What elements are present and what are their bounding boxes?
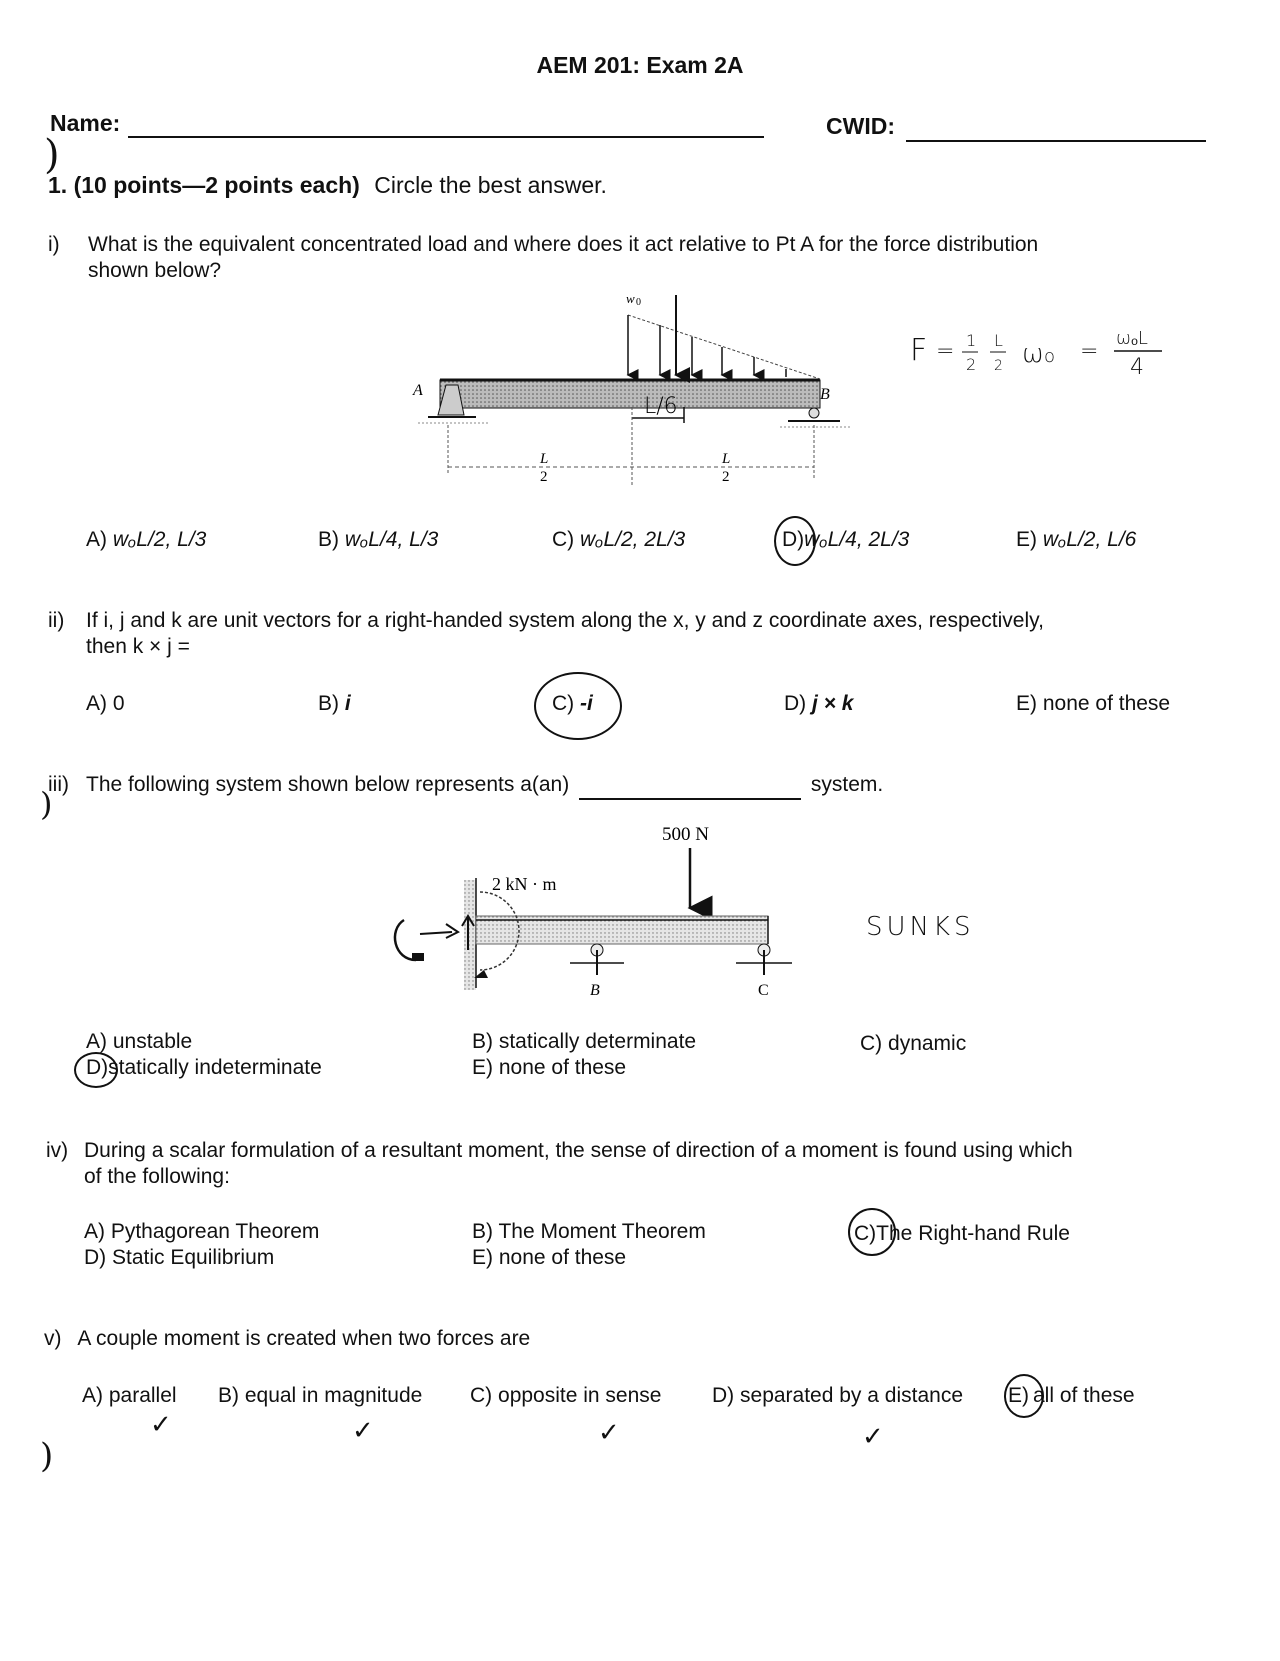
- svg-text:2: 2: [966, 355, 977, 374]
- margin-mark: ): [40, 785, 53, 823]
- question-iv: [46, 1138, 1266, 1190]
- cwid-input-line[interactable]: [906, 140, 1206, 142]
- question-text-after-blank: system.: [810, 773, 884, 796]
- question-text-line1: A couple moment is created when two forces are: [77, 1327, 531, 1350]
- option-ii-a[interactable]: A) 0: [86, 692, 125, 715]
- name-label: Name:: [50, 110, 121, 136]
- svg-text:L: L: [994, 331, 1003, 350]
- svg-text:500 N: 500 N: [662, 824, 709, 845]
- answer-blank[interactable]: [579, 772, 801, 800]
- question-text-line1: If i, j and k are unit vectors for a right-handed system along the x, y and z coordinate axes, respectively,: [86, 609, 1044, 632]
- question-number: ii): [48, 609, 65, 632]
- svg-text:1: 1: [966, 331, 977, 350]
- option-iv-d[interactable]: D) Static Equilibrium: [84, 1246, 275, 1269]
- question-text-line1: What is the equivalent concentrated load and where does it act relative to Pt A for the force distribution: [88, 233, 1039, 256]
- section-heading: [48, 172, 607, 199]
- option-i-b[interactable]: B) wₒL/4, L/3: [318, 528, 439, 551]
- svg-text:ωₒL: ωₒL: [1116, 328, 1148, 349]
- handwritten-note: SUNKS: [866, 912, 975, 942]
- question-v: [44, 1326, 530, 1352]
- margin-mark: ): [40, 1436, 54, 1476]
- option-v-d[interactable]: D) separated by a distance: [712, 1384, 963, 1407]
- svg-text:F: F: [910, 333, 928, 368]
- svg-text:o: o: [1044, 346, 1056, 367]
- svg-text:0: 0: [636, 297, 641, 308]
- answer-circle-iii: [74, 1052, 118, 1088]
- answer-circle-v: [1004, 1374, 1044, 1418]
- option-ii-d[interactable]: D) j × k: [784, 692, 854, 715]
- svg-text:L/6: L/6: [644, 394, 678, 419]
- question-ii: [48, 608, 1248, 660]
- option-i-d[interactable]: D)wₒL/4, 2L/3: [782, 528, 910, 551]
- question-text-line2: then k × j =: [86, 635, 190, 658]
- question-number: iii): [48, 773, 69, 796]
- handwritten-calculation: [880, 318, 1200, 398]
- option-iii-b[interactable]: B) statically determinate: [472, 1030, 697, 1053]
- svg-text:w: w: [626, 291, 635, 306]
- checkmark-icon: ✓: [352, 1416, 374, 1446]
- question-text-line1: During a scalar formulation of a resultant moment, the sense of direction of a moment is found using which: [84, 1139, 1073, 1162]
- option-iii-e[interactable]: E) none of these: [472, 1056, 627, 1079]
- option-ii-e[interactable]: E) none of these: [1016, 692, 1171, 715]
- svg-text:2: 2: [722, 469, 730, 485]
- option-iv-b[interactable]: B) The Moment Theorem: [472, 1220, 706, 1243]
- checkmark-icon: ✓: [150, 1410, 172, 1440]
- option-i-c[interactable]: C) wₒL/2, 2L/3: [552, 528, 686, 551]
- svg-text:C: C: [758, 982, 769, 999]
- question-text-before-blank: The following system shown below represents a(an): [86, 773, 570, 796]
- question-number: v): [44, 1327, 62, 1350]
- name-input-line[interactable]: [128, 136, 764, 138]
- svg-text:A: A: [413, 382, 423, 399]
- option-i-a[interactable]: A) wₒL/2, L/3: [86, 528, 207, 551]
- beam-supports-figure: [380, 820, 800, 1000]
- option-ii-c[interactable]: C) -i: [552, 692, 593, 715]
- svg-text:2 kN · m: 2 kN · m: [492, 874, 557, 894]
- svg-text:L: L: [540, 451, 549, 467]
- question-text-line2: shown below?: [88, 259, 222, 282]
- answer-circle-ii: [534, 672, 622, 740]
- option-iv-a[interactable]: A) Pythagorean Theorem: [84, 1220, 320, 1243]
- svg-text:B: B: [820, 386, 830, 403]
- option-ii-b[interactable]: B) i: [318, 692, 351, 715]
- question-number: iv): [46, 1139, 69, 1162]
- svg-text:2: 2: [540, 469, 548, 485]
- question-iii: [48, 772, 1248, 800]
- margin-mark: ): [44, 132, 60, 178]
- option-iii-d[interactable]: D)statically indeterminate: [86, 1056, 322, 1079]
- option-v-e[interactable]: E) all of these: [1008, 1384, 1135, 1407]
- svg-text:4: 4: [1130, 355, 1144, 380]
- question-number: i): [48, 233, 60, 256]
- checkmark-icon: ✓: [598, 1418, 620, 1448]
- svg-text:B: B: [590, 982, 600, 999]
- option-v-b[interactable]: B) equal in magnitude: [218, 1384, 423, 1407]
- beam-distributed-load-figure: [400, 285, 860, 500]
- option-iii-a[interactable]: A) unstable: [86, 1030, 193, 1053]
- question-text-line2: of the following:: [84, 1165, 230, 1188]
- option-iv-e[interactable]: E) none of these: [472, 1246, 627, 1269]
- option-i-e[interactable]: E) wₒL/2, L/6: [1016, 528, 1137, 551]
- svg-text:2: 2: [994, 358, 1003, 374]
- section-instruction: Circle the best answer.: [374, 172, 607, 198]
- answer-circle-iv: [848, 1208, 896, 1256]
- option-iii-c[interactable]: C) dynamic: [860, 1032, 967, 1055]
- section-points: 1. (10 points—2 points each): [48, 172, 360, 198]
- checkmark-icon: ✓: [862, 1422, 884, 1452]
- cwid-label: CWID:: [826, 113, 895, 139]
- svg-text:=: =: [1080, 339, 1099, 364]
- svg-text:=: =: [936, 339, 955, 364]
- option-v-c[interactable]: C) opposite in sense: [470, 1384, 662, 1407]
- exam-title: AEM 201: Exam 2A: [536, 52, 744, 78]
- option-iv-c[interactable]: C)The Right-hand Rule: [854, 1222, 1070, 1245]
- svg-text:L: L: [722, 451, 731, 467]
- question-i: [48, 232, 1248, 284]
- option-v-a[interactable]: A) parallel: [82, 1384, 177, 1407]
- svg-text:ω: ω: [1022, 339, 1044, 369]
- answer-circle-i: [774, 516, 816, 566]
